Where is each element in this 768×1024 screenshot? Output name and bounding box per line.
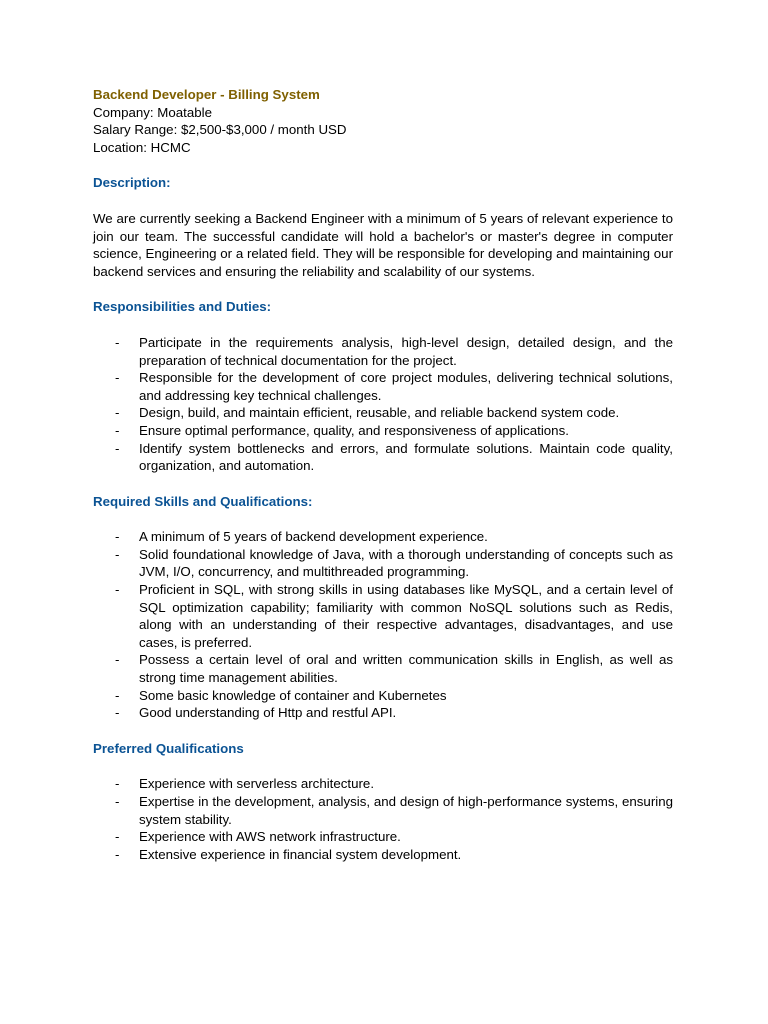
responsibilities-heading: Responsibilities and Duties: — [93, 299, 272, 315]
list-item — [93, 546, 673, 581]
list-marker: - — [115, 582, 120, 598]
list-marker: - — [115, 370, 120, 386]
document-page — [93, 86, 673, 863]
list-item — [93, 793, 673, 828]
list-item-text: Some basic knowledge of container and Kubernetes — [139, 687, 447, 703]
list-item-text: Identify system bottlenecks and errors, and formulate solutions. Maintain code quality, organization, and automation. — [139, 440, 673, 474]
list-item-text: Extensive experience in financial system development. — [139, 846, 462, 862]
list-item-text: Experience with AWS network infrastructure. — [139, 829, 401, 845]
list-item — [93, 440, 673, 475]
list-marker: - — [115, 705, 120, 721]
location-line: Location: HCMC — [93, 139, 191, 155]
list-item — [93, 687, 673, 705]
list-marker: - — [115, 652, 120, 668]
list-item-text: Design, build, and maintain efficient, reusable, and reliable backend system code. — [139, 405, 620, 421]
list-item — [93, 422, 673, 440]
list-marker: - — [115, 529, 120, 545]
list-marker: - — [115, 405, 120, 421]
description-heading: Description: — [93, 175, 171, 191]
company-line: Company: Moatable — [93, 104, 212, 120]
list-marker: - — [115, 422, 120, 438]
list-item — [93, 846, 673, 864]
list-marker: - — [115, 440, 120, 456]
required-heading: Required Skills and Qualifications: — [93, 493, 313, 509]
list-item — [93, 581, 673, 651]
list-item — [93, 828, 673, 846]
responsibilities-list — [93, 334, 673, 475]
list-marker: - — [115, 687, 120, 703]
list-item — [93, 651, 673, 686]
list-item-text: Experience with serverless architecture. — [139, 776, 375, 792]
list-item-text: Good understanding of Http and restful API. — [139, 705, 397, 721]
list-item-text: Possess a certain level of oral and written communication skills in English, as well as strong time management abilities. — [139, 652, 673, 686]
list-item-text: A minimum of 5 years of backend development experience. — [139, 529, 488, 545]
list-item-text: Proficient in SQL, with strong skills in using databases like MySQL, and a certain level of SQL optimization capability; familiarity with common NoSQL solutions such as Redis, along with an understanding of their respective advantages, disadvantages, and use cases, is preferred. — [139, 582, 673, 650]
salary-line: Salary Range: $2,500-$3,000 / month USD — [93, 122, 347, 138]
list-item-text: Expertise in the development, analysis, and design of high-performance systems, ensuring system stability. — [139, 794, 673, 827]
list-item — [93, 704, 673, 722]
list-marker: - — [115, 794, 120, 809]
list-item — [93, 334, 673, 369]
preferred-heading: Preferred Qualifications — [93, 740, 244, 756]
list-item — [93, 369, 673, 404]
list-item — [93, 775, 673, 793]
required-list — [93, 528, 673, 722]
list-item — [93, 528, 673, 546]
list-marker: - — [115, 546, 120, 562]
list-item-text: Solid foundational knowledge of Java, with a thorough understanding of concepts such as JVM, I/O, concurrency, and multithreaded programming. — [139, 546, 673, 580]
list-item-text: Responsible for the development of core project modules, delivering technical solutions, and addressing key technical challenges. — [139, 370, 673, 403]
list-marker: - — [115, 829, 120, 845]
list-marker: - — [115, 776, 120, 792]
list-item — [93, 404, 673, 422]
list-marker: - — [115, 334, 120, 350]
list-item-text: Ensure optimal performance, quality, and responsiveness of applications. — [139, 422, 569, 438]
list-item-text: Participate in the requirements analysis, high-level design, detailed design, and the preparation of technical documentation for the project. — [139, 334, 673, 368]
preferred-list — [93, 775, 673, 863]
description-paragraph: We are currently seeking a Backend Engineer with a minimum of 5 years of relevant experience to join our team. The successful candidate will hold a bachelor's or master's degree in computer science, Engineering or a related field. They will be responsible for developing and maintaining our backend services and ensuring the reliability and scalability of our systems. — [93, 210, 673, 279]
job-title: Backend Developer - Billing System — [93, 87, 320, 102]
list-marker: - — [115, 846, 120, 862]
